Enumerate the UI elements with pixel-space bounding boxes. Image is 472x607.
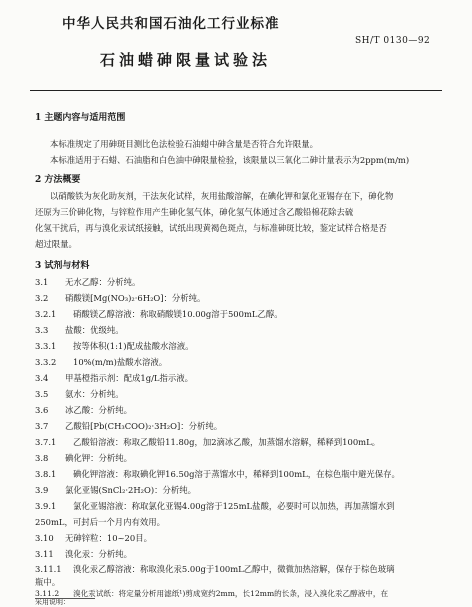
section-2-heading: 2 方法概要 — [35, 175, 81, 185]
reagent-item — [35, 356, 167, 368]
item-text: 冰乙酸：分析纯。 — [65, 405, 132, 415]
item-number: 3.5 — [35, 389, 49, 399]
reagent-item — [35, 372, 193, 384]
item-text: 溴化汞乙醇溶液：称取溴化汞5.00g于100mL乙醇中，微微加热溶解，保存于棕色玻璃 — [73, 564, 395, 574]
reagent-item — [35, 548, 132, 560]
item-number: 3.11 — [35, 549, 54, 559]
item-number: 3.9 — [35, 485, 49, 495]
reagent-item — [35, 484, 196, 496]
item-text: 碘化钾溶液：称取碘化钾16.50g溶于蒸馏水中，稀释到100mL，在棕色瓶中避光保存。 — [73, 469, 400, 479]
section-1-line: 本标准规定了用砷斑目测比色法检验石油蜡中砷含量是否符合允许限量。 — [50, 139, 318, 149]
item-text: 碘化钾：分析纯。 — [65, 453, 132, 463]
item-number: 3.7.1 — [35, 437, 57, 447]
item-number: 3.3.2 — [35, 357, 57, 367]
reagent-item — [35, 324, 124, 336]
item-number: 3.2 — [35, 293, 49, 303]
reagent-item — [35, 420, 222, 432]
reagent-paragraph-continued: 采用说明： — [35, 598, 70, 606]
item-text: 按等体积(1:1)配成盐酸水溶液。 — [73, 341, 194, 351]
reagent-paragraph-continued: 瓶中。 — [35, 577, 61, 587]
item-number: 3.11.1 — [35, 564, 62, 574]
item-text: 无水乙醇：分析纯。 — [65, 277, 141, 287]
reagent-paragraph — [35, 563, 395, 575]
reagent-item — [35, 308, 283, 320]
item-number: 3.3.1 — [35, 341, 57, 351]
section-3-heading: 3 试剂与材料 — [35, 261, 90, 271]
item-number: 3.4 — [35, 373, 49, 383]
standard-number: SH/T 0130—92 — [355, 36, 431, 46]
item-text: 10%(m/m)盐酸水溶液。 — [73, 357, 168, 367]
reagent-item — [35, 388, 124, 400]
reagent-item — [35, 404, 132, 416]
item-text: 溴化汞试纸：将定量分析用滤纸¹)剪成宽约2mm，长12mm的长条，浸入溴化汞乙醇液中，在 — [73, 589, 389, 598]
reagent-item — [35, 532, 152, 544]
reagent-item — [35, 276, 140, 288]
section-1-heading: 1 主题内容与适用范围 — [35, 113, 126, 123]
item-text: 氯化亚锡(SnCl₂·2H₂O)：分析纯。 — [65, 485, 197, 495]
header-rule — [30, 90, 442, 91]
item-number: 3.8.1 — [35, 469, 57, 479]
standard-organization: 中华人民共和国石油化工行业标准 — [62, 16, 280, 32]
section-2-line: 以硝酸铁为灰化助灰剂，干法灰化试样，灰用盐酸溶解，在碘化钾和氯化亚锡存在下，砷化物 — [50, 191, 394, 201]
item-number: 3.11.2 — [35, 589, 60, 598]
item-text: 乙酸铅溶液：称取乙酸铅11.80g，加2滴冰乙酸，加蒸馏水溶解，稀释到100mL。 — [73, 437, 381, 447]
reagent-paragraph — [35, 500, 395, 512]
item-text: 溴化汞：分析纯。 — [65, 549, 132, 559]
item-text: 甲基橙指示剂：配成1g/L指示液。 — [65, 373, 193, 383]
section-2-line: 化氢干扰后，再与溴化汞试纸接触，试纸出现黄褐色斑点，与标准砷斑比较，鉴定试样合格是否 — [35, 223, 387, 233]
item-number: 3.2.1 — [35, 309, 57, 319]
item-number: 3.1 — [35, 277, 49, 287]
document-title: 石油蜡砷限量试验法 — [100, 51, 272, 69]
item-text: 盐酸：优级纯。 — [65, 325, 124, 335]
item-text: 硝酸镁[Mg(NO₃)₂·6H₂O]：分析纯。 — [65, 293, 206, 303]
reagent-item — [35, 436, 380, 448]
item-number: 3.9.1 — [35, 501, 57, 511]
section-2-line: 还原为三价砷化物，与锌粒作用产生砷化氢气体，砷化氢气体通过含乙酸铅棉花除去硫 — [35, 207, 354, 217]
item-number: 3.8 — [35, 453, 49, 463]
item-text: 氨水：分析纯。 — [65, 389, 124, 399]
item-text: 乙酸铅[Pb(CH₃COO)₂·3H₂O]：分析纯。 — [65, 421, 223, 431]
item-number: 3.3 — [35, 325, 49, 335]
item-text: 氯化亚锡溶液：称取氯化亚锡4.00g溶于125mL盐酸，必要时可以加热，再加蒸馏水到 — [73, 501, 395, 511]
item-number: 3.10 — [35, 533, 54, 543]
item-text: 硝酸镁乙醇溶液：称取硝酸镁10.00g溶于500mL乙醇。 — [73, 309, 283, 319]
reagent-item — [35, 340, 194, 352]
item-text: 无砷锌粒：10~20目。 — [65, 533, 152, 543]
section-1-line: 本标准适用于石蜡、石油脂和白色油中砷限量检验，该限量以三氧化二砷计量表示为2ppm(m/m) — [50, 155, 410, 165]
section-2-line: 超过限量。 — [35, 239, 77, 249]
reagent-item — [35, 468, 400, 480]
reagent-item — [35, 452, 132, 464]
item-number: 3.6 — [35, 405, 49, 415]
reagent-item — [35, 292, 205, 304]
item-number: 3.7 — [35, 421, 49, 431]
reagent-paragraph-continued: 250mL，可封后一个月内有效用。 — [35, 517, 165, 527]
